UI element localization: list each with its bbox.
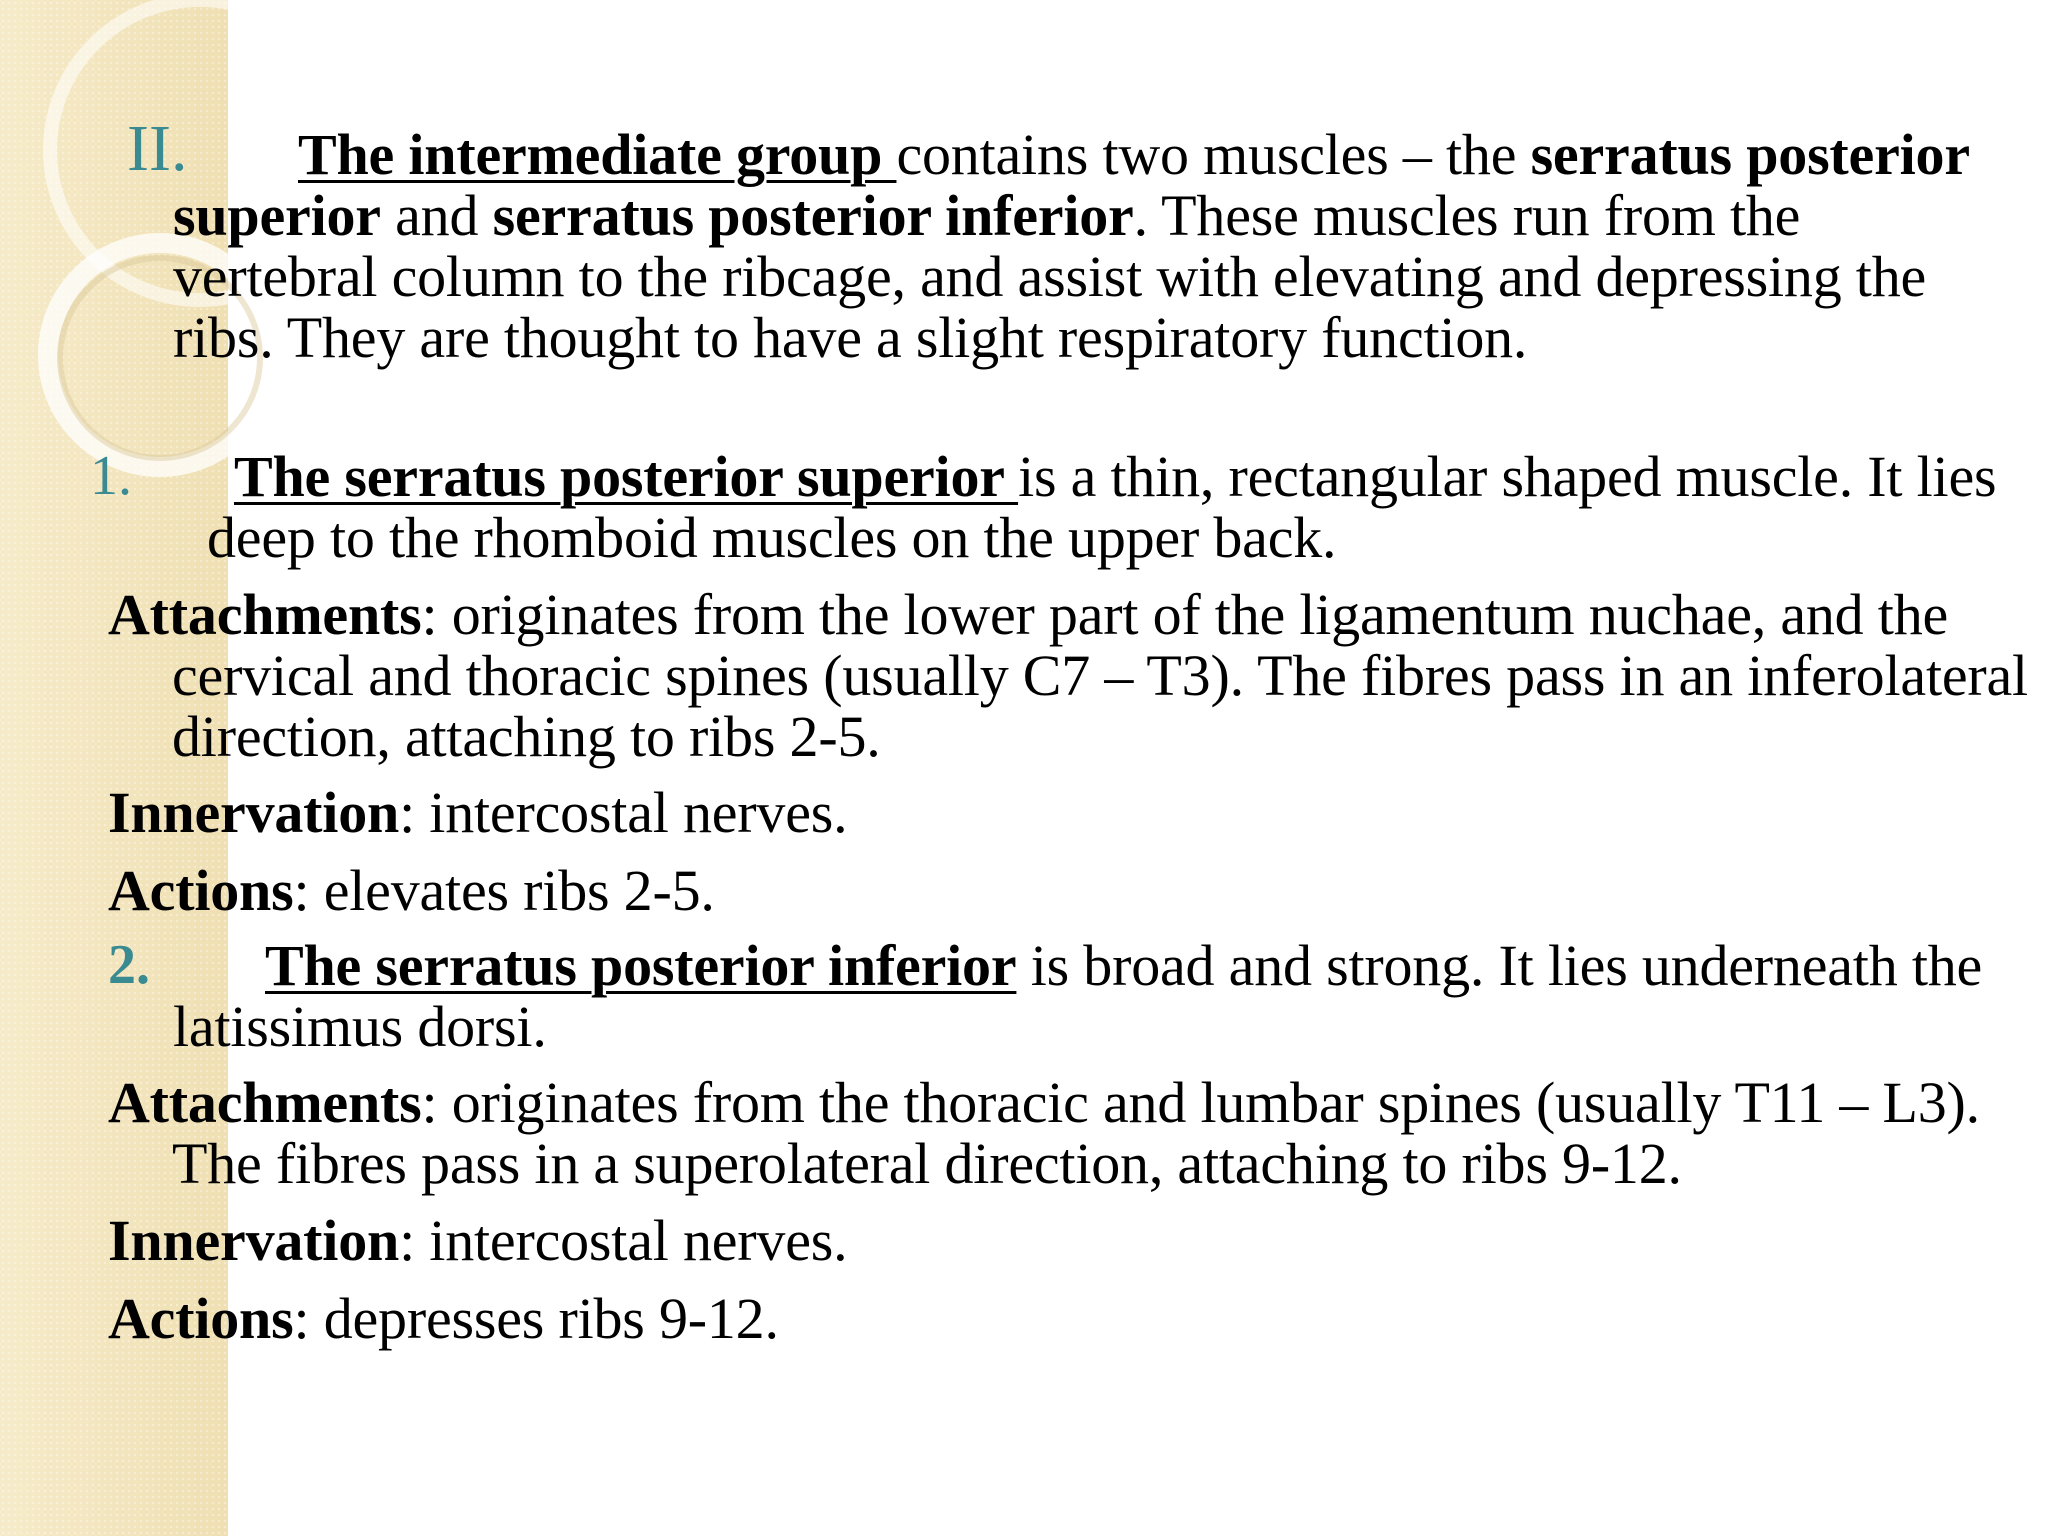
- inferior-paragraph: [173, 935, 2013, 1057]
- superior-attachments: [108, 584, 2048, 767]
- inferior-heading: The serratus posterior inferior: [265, 933, 1017, 998]
- innervation-label: Innervation: [108, 1208, 400, 1273]
- innervation-text: : intercostal nerves.: [399, 780, 848, 845]
- intermediate-text-c: . These muscles run from the vertebral column to the ribcage, and assist with elevating and depressing the ribs. They are thought to have a slight respiratory function.: [173, 183, 1927, 370]
- inferior-actions: [108, 1288, 2013, 1349]
- attachments-text: : originates from the lower part of the ligamentum nuchae, and the cervical and thoracic spines (usually C7 – T3). The fibres pass in an inferolateral direction, attaching to ribs 2-5.: [172, 582, 2028, 769]
- list-number-1: 1.: [90, 445, 132, 507]
- attachments-label: Attachments: [108, 1070, 422, 1135]
- intermediate-group-paragraph: [173, 124, 2013, 368]
- muscle-name-superior: serratus posterior superior: [173, 122, 1969, 248]
- actions-label: Actions: [108, 1286, 294, 1351]
- inferior-description: is broad and strong. It lies underneath the latissimus dorsi.: [173, 933, 1983, 1059]
- list-number-2: 2.: [108, 934, 150, 996]
- actions-label: Actions: [108, 858, 294, 923]
- innervation-text: : intercostal nerves.: [399, 1208, 848, 1273]
- superior-paragraph: [207, 446, 2017, 568]
- superior-innervation: [108, 782, 2013, 843]
- innervation-label: Innervation: [108, 780, 400, 845]
- roman-numeral-marker: II.: [127, 112, 188, 185]
- intermediate-text-a: contains two muscles – the: [896, 122, 1531, 187]
- attachments-text: : originates from the thoracic and lumbar spines (usually T11 – L3). The fibres pass in a superolateral direction, attaching to ribs 9-12.: [172, 1070, 1980, 1196]
- superior-heading: The serratus posterior superior: [234, 444, 1019, 509]
- attachments-label: Attachments: [108, 582, 422, 647]
- inferior-attachments: [108, 1072, 2048, 1194]
- superior-description: is a thin, rectangular shaped muscle. It lies deep to the rhomboid muscles on the upper back.: [207, 444, 1997, 570]
- muscle-name-inferior: serratus posterior inferior: [492, 183, 1134, 248]
- inferior-innervation: [108, 1210, 2013, 1271]
- actions-text: : depresses ribs 9-12.: [293, 1286, 779, 1351]
- superior-actions: [108, 860, 2013, 921]
- actions-text: : elevates ribs 2-5.: [293, 858, 715, 923]
- intermediate-group-heading: The intermediate group: [298, 122, 897, 187]
- intermediate-text-b: and: [380, 183, 493, 248]
